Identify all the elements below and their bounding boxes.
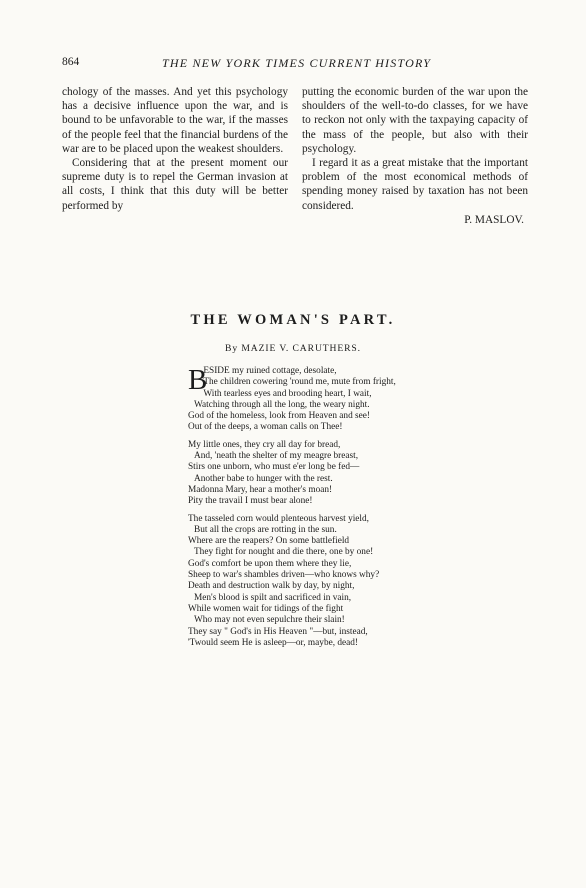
poem-line: ESIDE my ruined cottage, desolate, [203,366,337,376]
poem-line: God of the homeless, look from Heaven and see! [188,411,371,422]
article-paragraph: Considering that at the present moment our supreme duty is to repel the German invasion at all costs, I think that this duty will be better performed by [62,157,288,212]
drop-cap: B [188,364,208,396]
article-paragraph: putting the economic burden of the war upon the shoulders of the well-to-do classes, for we have to reckon not only with the taxpaying capacity of the mass of the people, but also with their psychology. [302,86,528,155]
poem-line: With tearless eyes and brooding heart, I wait, [203,388,372,399]
poem-stanza [188,514,404,650]
poem-line: While women wait for tidings of the fight [188,603,344,614]
poem-line: Watching through all the long, the weary night. [194,399,370,410]
poem-line: Madonna Mary, hear a mother's moan! [188,484,333,495]
poem-line: The children cowering 'round me, mute from fright, [203,377,396,388]
poem-line: Who may not even sepulchre their slain! [194,615,345,626]
poem-line: Pity the travail I must bear alone! [188,496,313,507]
running-header [62,56,532,74]
page-number: 864 [62,56,80,68]
article-left-column [62,85,288,213]
article-right-column [302,85,528,227]
poem-line: Stirs one unborn, who must e'er long be fed— [188,462,360,473]
article-paragraph: I regard it as a great mistake that the important problem of the most economical methods of spending money raised by taxation has not been considered. [302,157,528,212]
poem-line: But all the crops are rotting in the sun. [194,524,337,535]
poem-line: The tasseled corn would plenteous harvest yield, [188,513,369,524]
poem-line: God's comfort be upon them where they lie, [188,558,352,569]
poem-byline: By MAZIE V. CARUTHERS. [225,343,361,354]
poem-line: Men's blood is spilt and sacrificed in vain, [194,592,352,603]
poem-line: Death and destruction walk by day, by night, [188,581,355,592]
poem-title: THE WOMAN'S PART. [190,312,396,328]
poem-line: Where are the reapers? On some battlefield [188,536,350,547]
poem-line: Another babe to hunger with the rest. [194,473,333,484]
poem-line: Out of the deeps, a woman calls on Thee! [188,422,343,433]
article-paragraph: chology of the masses. And yet this psychology has a decisive influence upon the war, and is bound to be unfavorable to the war, if the masses of the people feel that the financial burdens of the war are to be placed upon the weakest shoulders. [62,86,288,155]
running-title: THE NEW YORK TIMES CURRENT HISTORY [162,56,432,70]
poem-stanza [188,366,404,434]
author-signature: P. MASLOV. [464,213,524,226]
poem-line: They fight for nought and die there, one by one! [194,547,374,558]
poem-line: And, 'neath the shelter of my meagre breast, [194,451,359,462]
poem-body [188,366,404,655]
poem-line: My little ones, they cry all day for bread, [188,439,341,450]
poem-stanza [188,440,404,508]
poem-line: 'Twould seem He is asleep—or, maybe, dead! [188,637,359,648]
poem-line: They say " God's in His Heaven "—but, instead, [188,626,368,637]
poem-line: Sheep to war's shambles driven—who knows why? [188,570,380,581]
